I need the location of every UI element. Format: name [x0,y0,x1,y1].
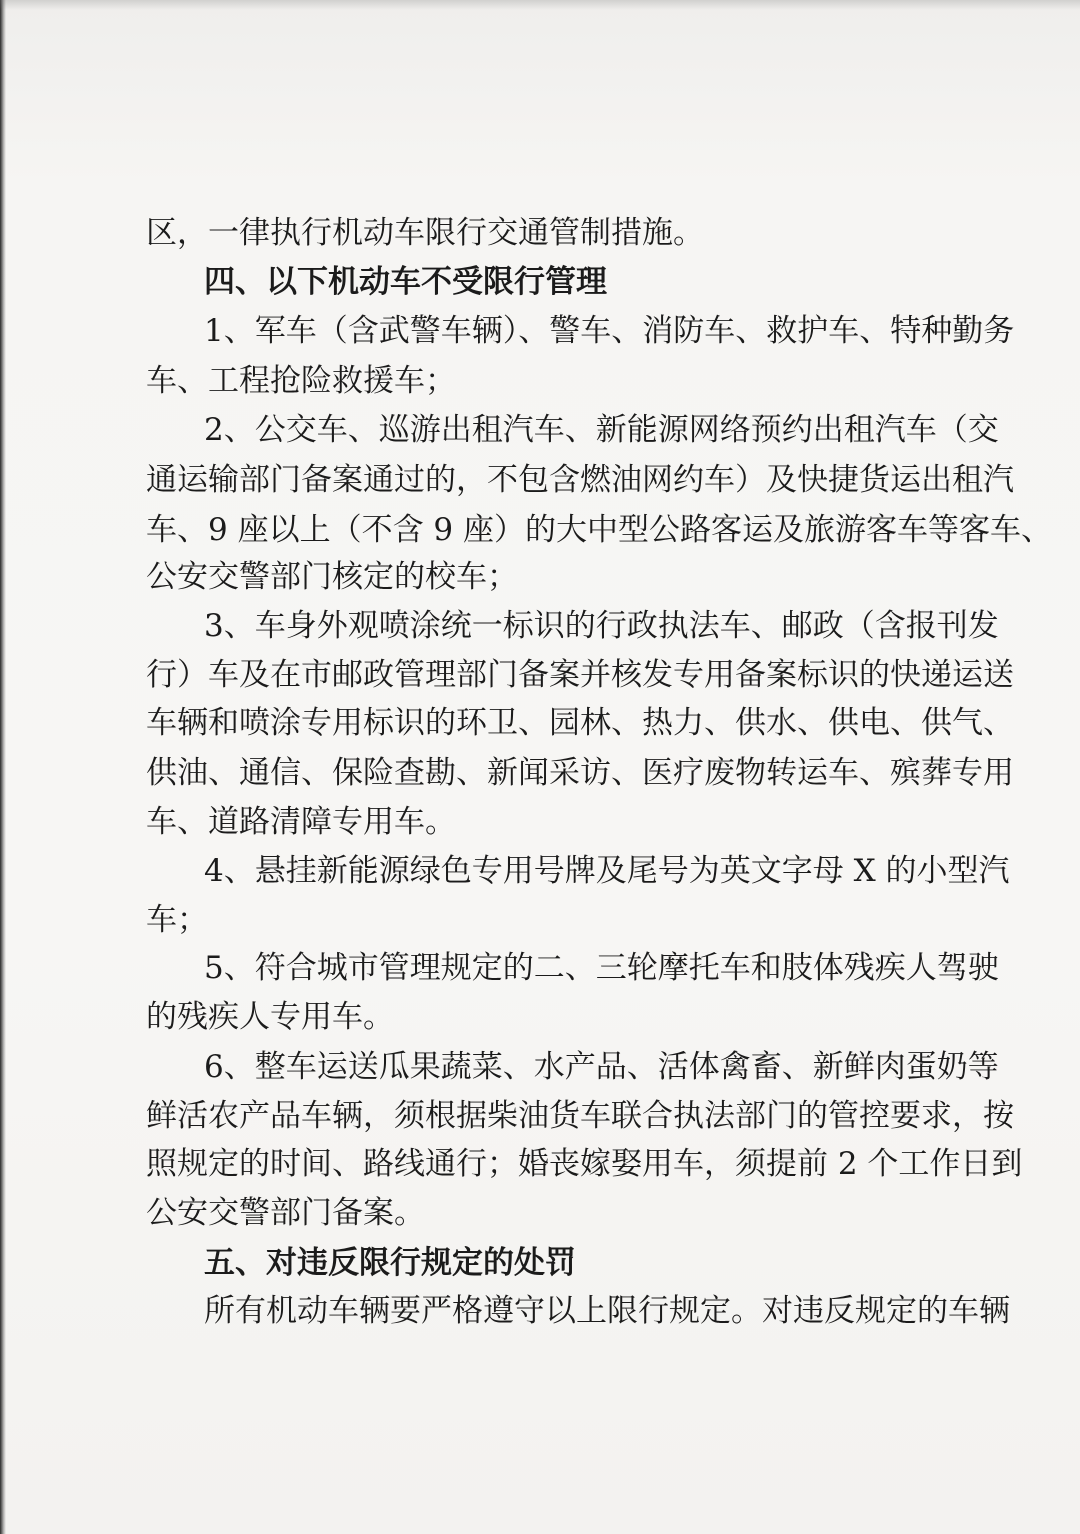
paragraph-line: 所有机动车辆要严格遵守以上限行规定。对违反规定的车辆 [204,1293,1010,1329]
paragraph-line: 照规定的时间、路线通行；婚丧嫁娶用车，须提前 2 个工作日到 [146,1146,1023,1182]
section-heading-five: 五、对违反限行规定的处罚 [204,1245,576,1281]
paragraph-line: 6、整车运送瓜果蔬菜、水产品、活体禽畜、新鲜肉蛋奶等 [204,1049,999,1085]
paragraph-line: 通运输部门备案通过的，不包含燃油网约车）及快捷货运出租汽 [146,462,1014,498]
paragraph-line: 3、车身外观喷涂统一标识的行政执法车、邮政（含报刊发 [204,608,999,644]
paragraph-line: 车； [146,902,208,938]
paragraph-line: 4、悬挂新能源绿色专用号牌及尾号为英文字母 X 的小型汽 [204,853,1010,889]
paragraph-line: 公安交警部门核定的校车； [146,559,518,595]
paragraph-line: 区，一律执行机动车限行交通管制措施。 [146,215,704,251]
paragraph-line: 车、道路清障专用车。 [146,804,456,840]
paragraph-line: 供油、通信、保险查勘、新闻采访、医疗废物转运车、殡葬专用 [146,755,1014,791]
paragraph-line: 行）车及在市邮政管理部门备案并核发专用备案标识的快递运送 [146,657,1014,693]
paragraph-line: 车、工程抢险救援车； [146,363,456,399]
paragraph-line: 5、符合城市管理规定的二、三轮摩托车和肢体残疾人驾驶 [204,950,999,986]
paragraph-line: 1、军车（含武警车辆）、警车、消防车、救护车、特种勤务 [204,313,1015,349]
paragraph-line: 的残疾人专用车。 [146,999,394,1035]
paragraph-line: 鲜活农产品车辆，须根据柴油货车联合执法部门的管控要求，按 [146,1098,1014,1134]
section-heading-four: 四、以下机动车不受限行管理 [204,264,607,300]
paragraph-line: 公安交警部门备案。 [146,1195,425,1231]
paragraph-line: 车辆和喷涂专用标识的环卫、园林、热力、供水、供电、供气、 [146,705,1014,741]
paragraph-line: 车、9 座以上（不含 9 座）的大中型公路客运及旅游客车等客车、 [146,512,1053,548]
paragraph-line: 2、公交车、巡游出租汽车、新能源网络预约出租汽车（交 [204,412,999,448]
